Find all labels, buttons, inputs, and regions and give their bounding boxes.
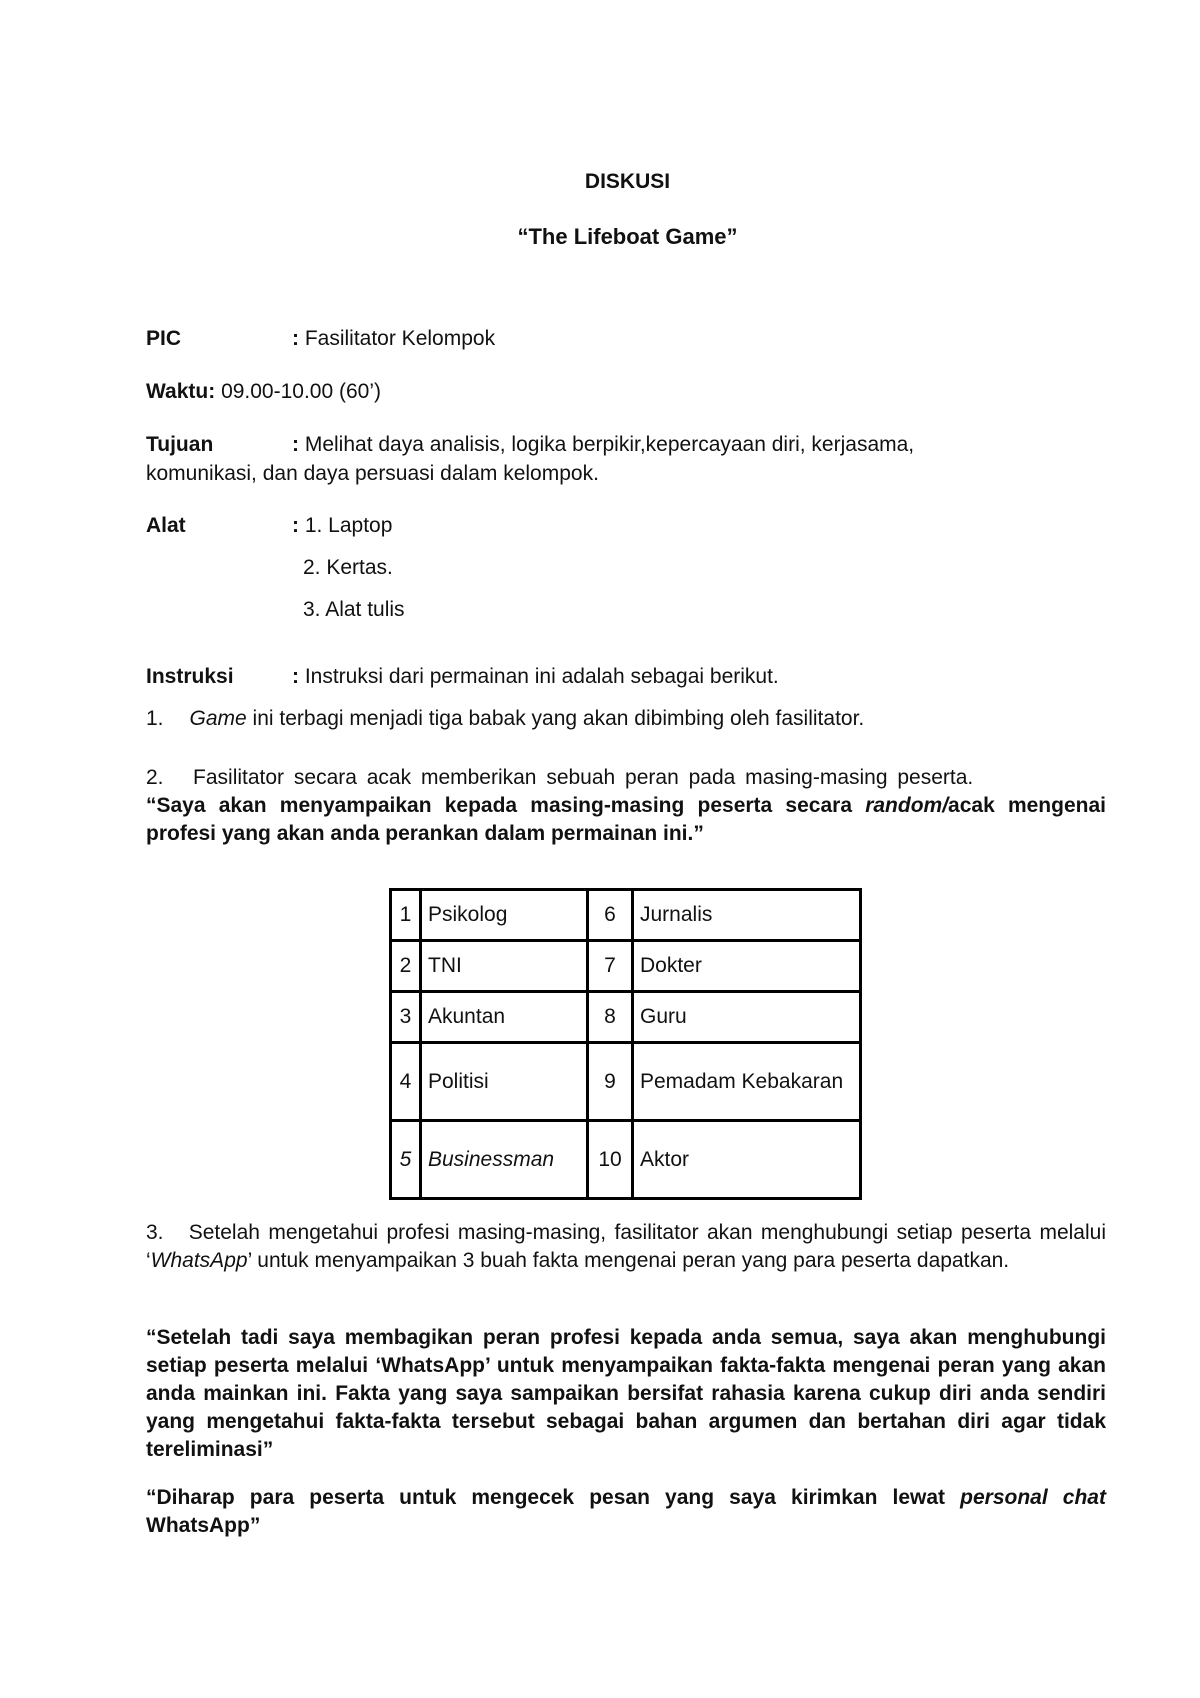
roles-table bbox=[389, 888, 862, 1200]
role-number: 1 bbox=[391, 890, 421, 941]
role-number: 8 bbox=[588, 992, 633, 1043]
step-2-text: Fasilitator secara acak memberikan sebuah peran pada masing-masing peserta. bbox=[193, 766, 974, 789]
instruksi-value: Instruksi dari permainan ini adalah sebagai berikut. bbox=[304, 665, 779, 688]
step-3-text-italic: WhatsApp bbox=[150, 1249, 248, 1272]
step-3-number: 3. bbox=[146, 1221, 164, 1244]
doc-subtitle: “The Lifeboat Game” bbox=[517, 224, 738, 249]
pic-value: Fasilitator Kelompok bbox=[304, 327, 496, 350]
role-name: Akuntan bbox=[421, 992, 588, 1043]
step-3-quote-2 bbox=[146, 1484, 1106, 1540]
role-number: 4 bbox=[391, 1043, 421, 1121]
role-name: Psikolog bbox=[421, 890, 588, 941]
tujuan-label: Tujuan bbox=[146, 433, 214, 456]
role-name: Jurnalis bbox=[633, 890, 861, 941]
step-1-italic: Game bbox=[189, 707, 247, 730]
step-3-quote-2-pre: “Diharap para peserta untuk mengecek pesan yang saya kirimkan lewat bbox=[146, 1486, 961, 1509]
role-name: Businessman bbox=[421, 1121, 588, 1199]
role-number: 3 bbox=[391, 992, 421, 1043]
table-row bbox=[391, 890, 861, 941]
table-row bbox=[391, 992, 861, 1043]
step-1 bbox=[146, 707, 864, 731]
pic-value-line: : Fasilitator Kelompok bbox=[292, 327, 496, 350]
step-3-text-pre: Setelah mengetahui profesi masing-masing, fasilitator akan menghubungi setiap peserta melalui ‘ bbox=[146, 1221, 1106, 1272]
role-name: Pemadam Kebakaran bbox=[633, 1043, 861, 1121]
alat-item-1-line: : 1. Laptop bbox=[292, 514, 393, 537]
role-number: 6 bbox=[588, 890, 633, 941]
step-2-number: 2. bbox=[146, 766, 164, 789]
step-1-text: ini terbagi menjadi tiga babak yang akan dibimbing oleh fasilitator. bbox=[246, 707, 865, 730]
waktu-value: 09.00-10.00 (60’) bbox=[221, 380, 382, 403]
step-3-quote-2-italic: personal chat bbox=[960, 1486, 1106, 1509]
instruksi-label: Instruksi bbox=[146, 665, 234, 688]
alat-label: Alat bbox=[146, 514, 186, 537]
tujuan-value-2: komunikasi, dan daya persuasi dalam kelompok. bbox=[146, 462, 599, 485]
step-2-quote bbox=[146, 792, 1106, 848]
step-2-quote-pre: “Saya akan menyampaikan kepada masing-masing peserta secara bbox=[146, 794, 866, 817]
tujuan-value-line: : Melihat daya analisis, logika berpikir,kepercayaan diri, kerjasama, bbox=[292, 433, 915, 456]
role-name: Aktor bbox=[633, 1121, 861, 1199]
role-number: 5 bbox=[391, 1121, 421, 1199]
doc-title: DISKUSI bbox=[584, 170, 671, 193]
step-3-text bbox=[146, 1219, 1106, 1275]
role-number: 2 bbox=[391, 941, 421, 992]
role-number: 10 bbox=[588, 1121, 633, 1199]
step-3-quote-1: “Setelah tadi saya membagikan peran profesi kepada anda semua, saya akan menghubungi setiap peserta melalui ‘WhatsApp’ untuk menyampaikan fakta-fakta mengenai peran yang akan anda mainkan ini. Fakta yang saya sampaikan bersifat rahasia karena cukup diri anda sendiri yang mengetahui fakta-fakta tersebut sebagai bahan argumen dan bertahan diri agar tidak tereliminasi” bbox=[146, 1326, 1106, 1461]
step-3-text-post: ’ untuk menyampaikan 3 buah fakta mengenai peran yang para peserta dapatkan. bbox=[247, 1249, 1010, 1272]
step-3-quote-2-post: WhatsApp” bbox=[146, 1514, 261, 1537]
step-1-number: 1. bbox=[146, 707, 164, 730]
step-2-quote-post: acak mengenai profesi yang akan anda perankan dalam permainan ini.” bbox=[146, 794, 1106, 845]
role-name: TNI bbox=[421, 941, 588, 992]
table-row bbox=[391, 941, 861, 992]
alat-item-2: 2. Kertas. bbox=[303, 556, 393, 579]
role-number: 9 bbox=[588, 1043, 633, 1121]
alat-item-1: 1. Laptop bbox=[304, 514, 393, 537]
role-name: Guru bbox=[633, 992, 861, 1043]
role-number: 7 bbox=[588, 941, 633, 992]
pic-label: PIC bbox=[146, 327, 182, 350]
role-name: Politisi bbox=[421, 1043, 588, 1121]
instruksi-value-line: : Instruksi dari permainan ini adalah sebagai berikut. bbox=[292, 665, 779, 688]
step-2-text-line bbox=[146, 764, 1106, 792]
waktu-label: Waktu bbox=[146, 380, 209, 403]
table-row bbox=[391, 1043, 861, 1121]
step-2-quote-italic: random/ bbox=[865, 794, 949, 817]
waktu-line: Waktu: 09.00-10.00 (60’) bbox=[146, 380, 382, 403]
alat-item-3: 3. Alat tulis bbox=[303, 598, 405, 621]
table-row bbox=[391, 1121, 861, 1199]
tujuan-value-1: Melihat daya analisis, logika berpikir,kepercayaan diri, kerjasama, bbox=[304, 433, 915, 456]
role-name: Dokter bbox=[633, 941, 861, 992]
